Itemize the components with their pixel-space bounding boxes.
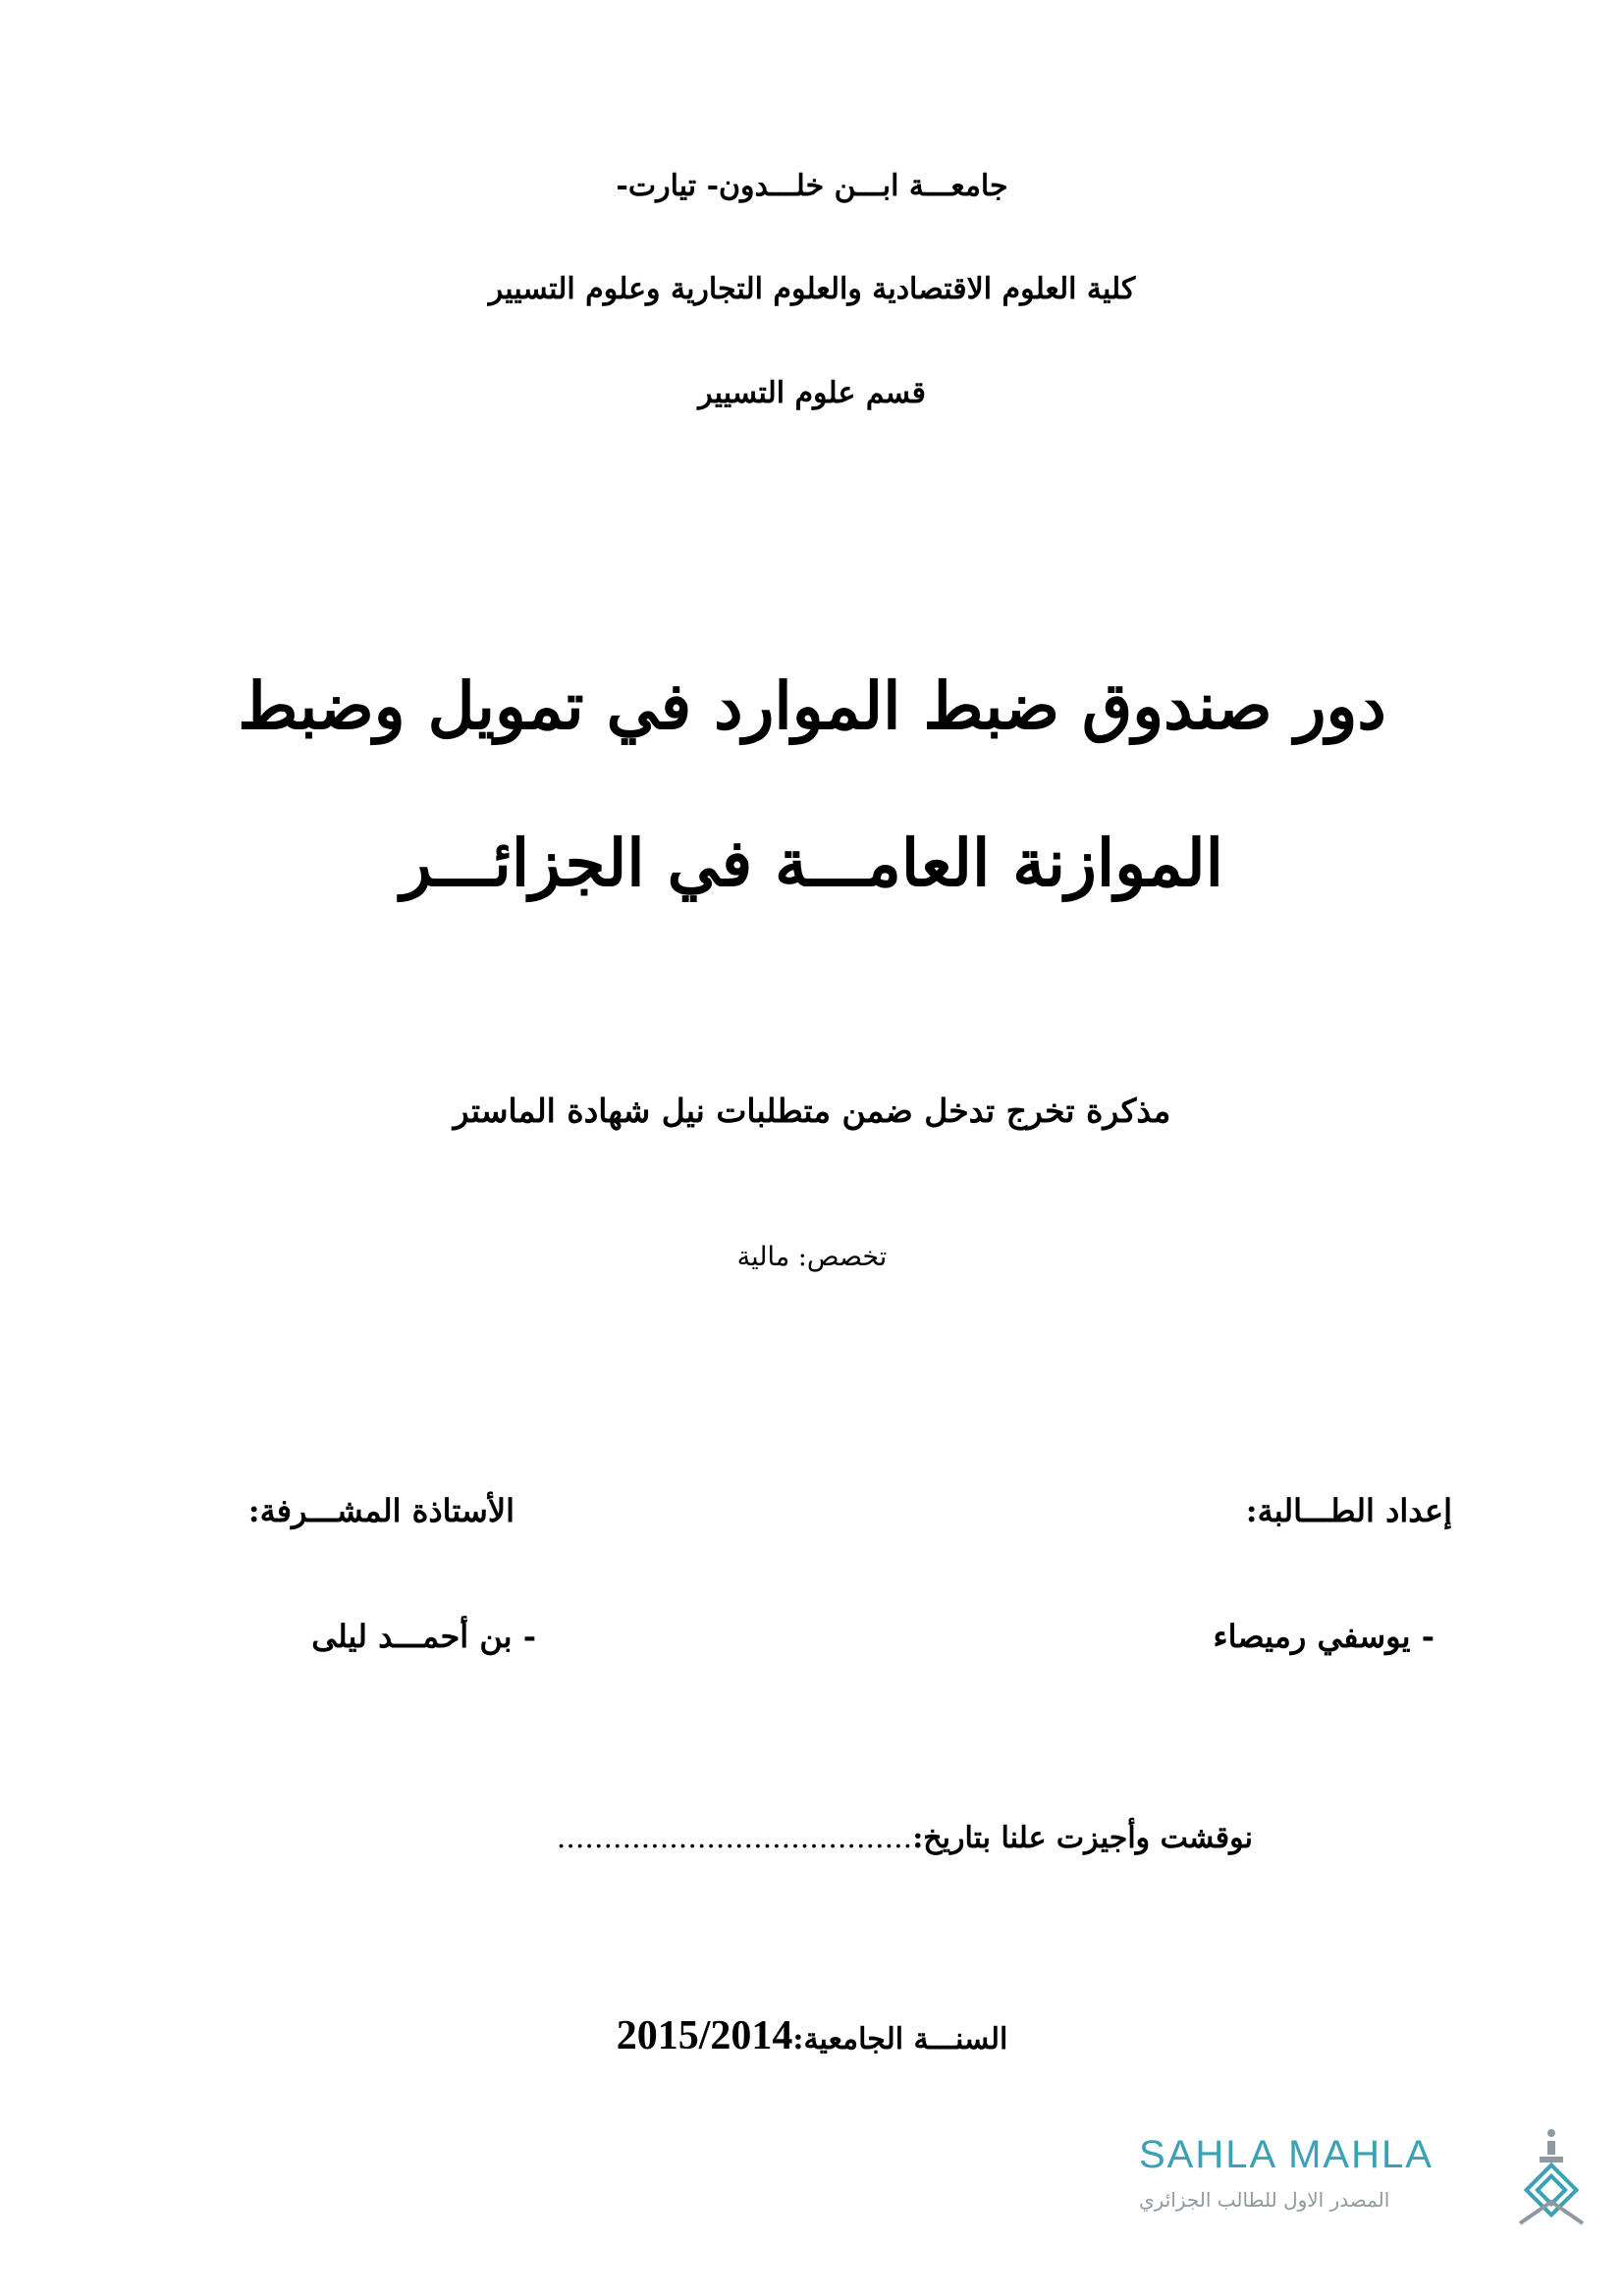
student-label: إعداد الطـــالبة:	[1245, 1492, 1452, 1529]
department-name: قسم علوم التسيير	[698, 376, 926, 410]
academic-year-value: 2015/2014	[616, 2013, 793, 2058]
university-name: جامعـــة ابـــن خلـــدون- تيارت-	[616, 169, 1008, 203]
supervisor-name: - بن أحمـــد ليلى	[311, 1618, 536, 1655]
logo-name: SAHLA MAHLA	[1139, 2133, 1434, 2176]
memo-description: مذكرة تخرج تدخل ضمن متطلبات نيل شهادة الماستر	[453, 1092, 1171, 1130]
defense-date	[557, 1821, 1253, 1855]
academic-year-label: السنـــة الجامعية:	[792, 2022, 1008, 2056]
academic-year	[0, 2012, 1624, 2059]
thesis-title-line-1: دور صندوق ضبط الموارد في تمويل وضبط	[238, 667, 1386, 744]
faculty-name: كلية العلوم الاقتصادية والعلوم التجارية وعلوم التسيير	[488, 272, 1136, 306]
supervisor-label: الأستاذة المشـــرفة:	[247, 1492, 514, 1529]
sahla-mahla-logo-icon	[1512, 2125, 1591, 2233]
sahla-mahla-logo	[1139, 2125, 1591, 2233]
student-name: - يوسفي رميصاء	[1213, 1618, 1435, 1655]
specialization: تخصص: مالية	[736, 1242, 888, 1272]
thesis-title-line-2: الموازنة العامـــة في الجزائـــر	[401, 825, 1223, 901]
logo-tagline: المصدر الاول للطالب الجزائري	[1139, 2188, 1390, 2212]
defense-label: نوقشت وأجيزت علنا بتاريخ:	[912, 1821, 1253, 1855]
defense-date-placeholder: ......................................	[556, 1821, 913, 1855]
